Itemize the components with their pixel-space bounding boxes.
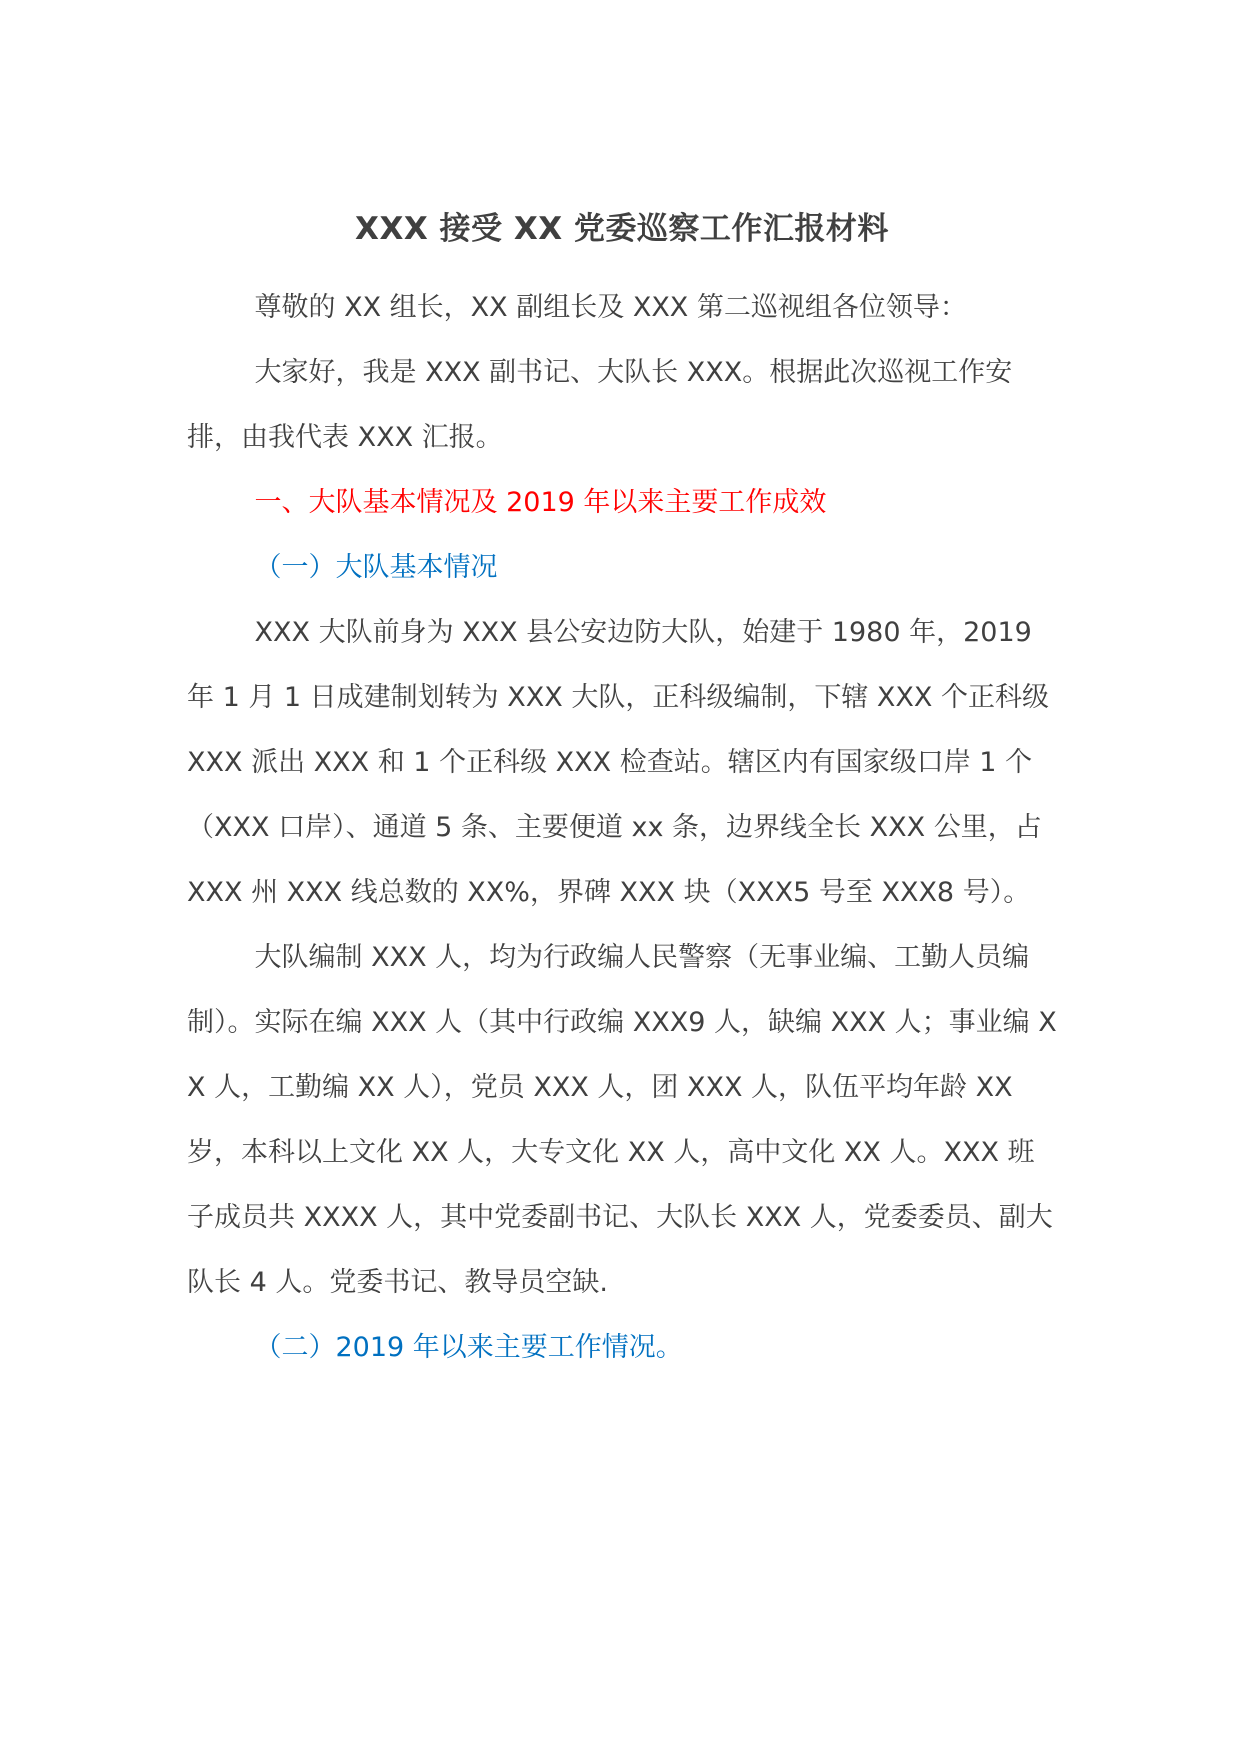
basic-info-paragraph: XXX 大队前身为 XXX 县公安边防大队，始建于 1980 年，2019 年 1 月 1 日成建制划转为 XXX 大队，正科级编制，下辖 XXX 个正科级 XXX 派出 XXX 和 1 个正科级 XXX 检查站。辖区内有国家级口岸 1 个（XXX 口岸）、通道 5 条、主要便道 xx 条，边界线全长 XXX 公里，占 XXX 州 XXX 线总数的 XX%，界碑 XXX 块（XXX5 号至 XXX8 号）。 [187, 617, 1049, 908]
subsection-heading-2: （二）2019 年以来主要工作情况。 [254, 1332, 683, 1363]
document-body [187, 205, 1057, 1380]
subsection-heading-1: （一）大队基本情况 [254, 552, 498, 583]
document-title: XXX 接受 XX 党委巡察工作汇报材料 [355, 211, 889, 247]
section-heading-1: 一、大队基本情况及 2019 年以来主要工作成效 [254, 487, 827, 518]
salutation-paragraph: 尊敬的 XX 组长，XX 副组长及 XXX 第二巡视组各位领导： [254, 292, 967, 323]
greeting-paragraph: 大家好，我是 XXX 副书记、大队长 XXX。根据此次巡视工作安排，由我代表 XXX 汇报。 [187, 357, 1013, 453]
staffing-paragraph: 大队编制 XXX 人，均为行政编人民警察（无事业编、工勤人员编制）。实际在编 XXX 人（其中行政编 XXX9 人，缺编 XXX 人；事业编 XX 人，工勤编 XX 人），党员 XXX 人，团 XXX 人，队伍平均年龄 XX 岁，本科以上文化 XX 人，大专文化 XX 人，高中文化 XX 人。XXX 班子成员共 XXXX 人，其中党委副书记、大队长 XXX 人，党委委员、副大队长 4 人。党委书记、教导员空缺. [187, 942, 1057, 1298]
